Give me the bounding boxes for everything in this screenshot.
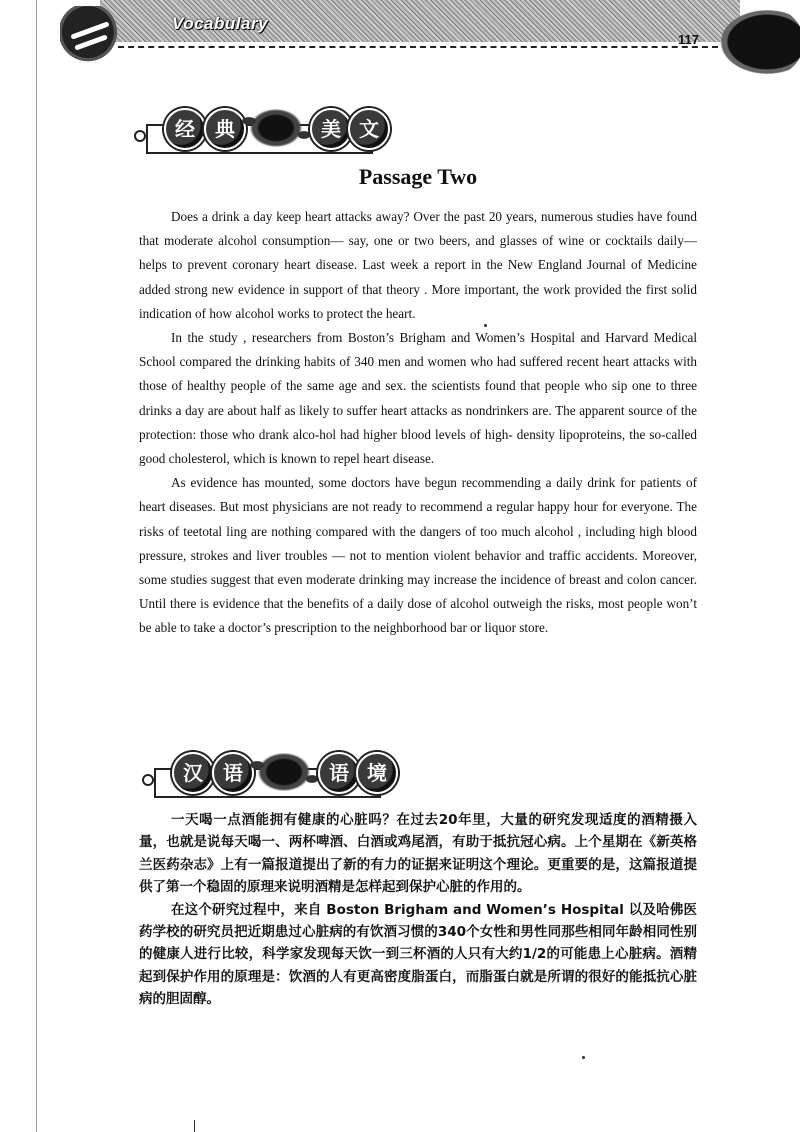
english-passage [139,205,697,641]
banner-char-1: 汉 [172,752,214,794]
english-paragraph: As evidence has mounted, some doctors have begun recommending a daily drink for patients of heart diseases. But most physicians are not ready to recommend a regular happy hour for everyone. The risks of teetotal ling are nothing compared with the dangers of too much alcohol , including high blood pressure, strokes and liver troubles — not to mention violent behavior and traffic accidents. Moreover, some studies suggest that even moderate drinking may increase the incidence of breast and colon cancer. Until there is evidence that the benefits of a daily dose of alcohol outweigh the risks, most people won’t be able to take a doctor’s prescription to the neighborhood bar or liquor store. [139,475,697,636]
banner-char-2: 典 [204,108,246,150]
ink-splash-icon [254,750,314,794]
page-header [60,0,800,82]
header-logo-icon [60,6,122,64]
scan-mark [194,1120,195,1132]
scan-speck [582,1056,585,1059]
banner-char-2: 语 [212,752,254,794]
banner-char-3: 语 [318,752,360,794]
banner-dot-left [142,774,154,786]
english-paragraph: Does a drink a day keep heart attacks away? Over the past 20 years, numerous studies have found that moderate alcohol consumption— say, one or two beers, and glasses of wine or cocktails daily— helps to prevent coronary heart disease. Last week a report in the New England Journal of Medicine added strong new evidence in support of that theory . More important, the work provided the first solid indication of how alcohol works to protect the heart. [139,209,697,321]
header-dashed-rule [118,46,718,48]
banner-char-1: 经 [164,108,206,150]
banner-char-4: 境 [356,752,398,794]
page-number: 117 [678,32,699,47]
section-banner-classic-prose [134,102,394,162]
banner-char-4: 文 [348,108,390,150]
ink-splash-icon [246,106,306,150]
header-label: Vocabulary [172,14,269,33]
banner-char-3: 美 [310,108,352,150]
section-banner-chinese-context [142,746,402,806]
chinese-translation [139,809,697,1011]
chinese-paragraph: 在这个研究过程中，来自 Boston Brigham and Women’s Hospital 以及哈佛医药学校的研究员把近期患过心脏病的有饮酒习惯的340个女性和男性同那些相同年龄相同性别的健康人进行比较，科学家发现每天饮一到三杯酒的人只有大约1/2的可能患上心脏病。酒精起到保护作用的原理是：饮酒的人有更高密度脂蛋白，而脂蛋白就是所谓的很好的能抵抗心脏病的胆固醇。 [139,901,697,1008]
header-ink-splash-icon [712,4,800,80]
english-paragraph: In the study , researchers from Boston’s Brigham and Women’s Hospital and Harvard Medical School compared the drinking habits of 340 men and women who had suffered recent heart attacks with those of healthy people of the same age and sex. the scientists found that people who sip one to three drinks a day are about half as likely to suffer heart attacks as nondrinkers are. The apparent source of the protection: those who drank alco-hol had higher blood levels of high- density lipoproteins, the so-called good cholesterol, which is known to repel heart disease. [139,330,697,467]
passage-title: Passage Two [358,164,478,189]
banner-dot-left [134,130,146,142]
chinese-paragraph: 一天喝一点酒能拥有健康的心脏吗？在过去20年里，大量的研究发现适度的酒精摄入量，也就是说每天喝一、两杯啤酒、白酒或鸡尾酒，有助于抵抗冠心病。上个星期在《新英格兰医药杂志》上有一篇报道提出了新的有力的证据来证明这个理论。更重要的是，这篇报道提供了第一个稳固的原理来说明酒精是怎样起到保护心脏的作用的。 [139,812,697,896]
scan-speck [484,324,487,327]
